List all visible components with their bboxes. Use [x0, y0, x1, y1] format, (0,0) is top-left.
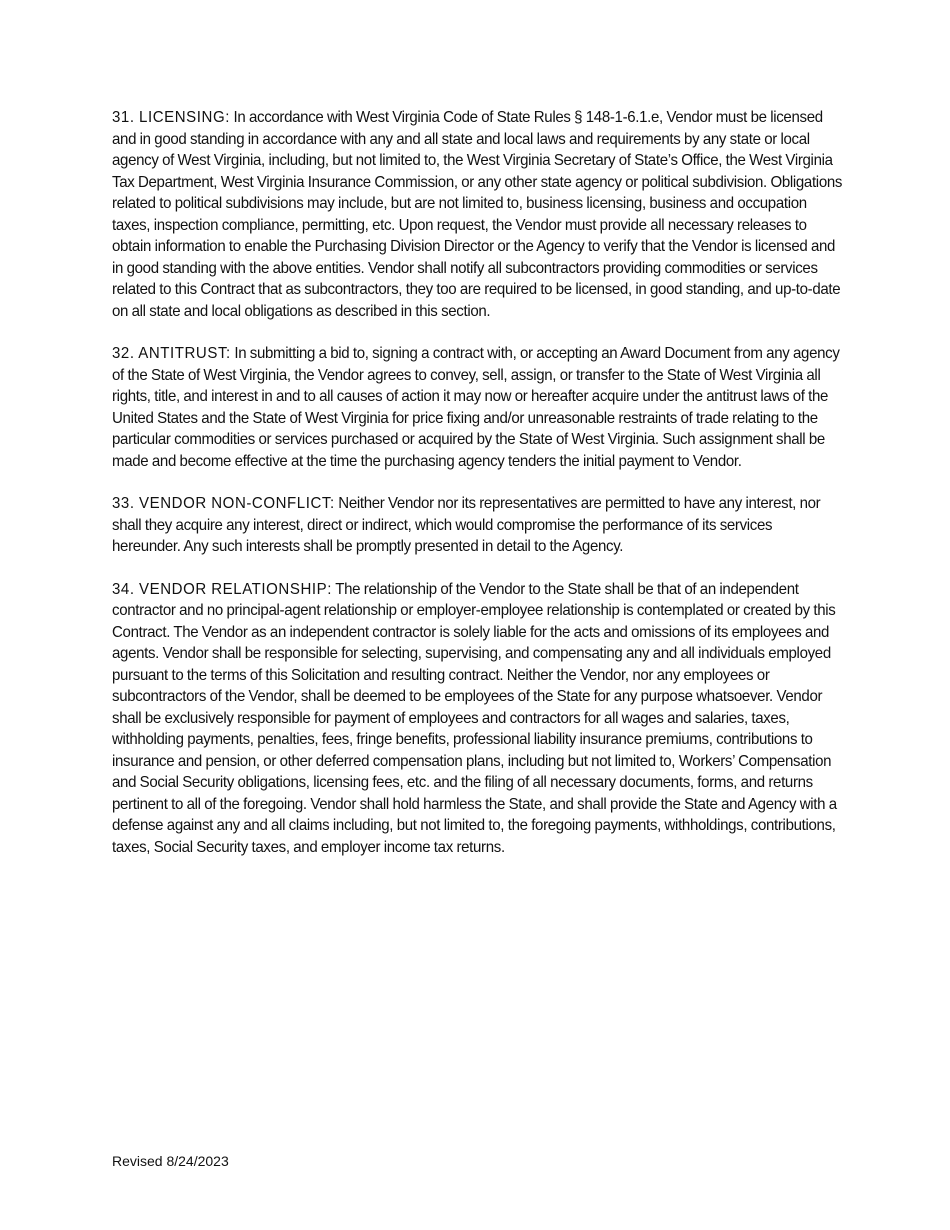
section-vendor-non-conflict [112, 493, 842, 558]
revision-date-footer: Revised 8/24/2023 [112, 1153, 229, 1169]
section-antitrust [112, 343, 842, 472]
document-body [112, 107, 842, 879]
section-heading: 34. VENDOR RELATIONSHIP: [112, 580, 332, 598]
section-text: The relationship of the Vendor to the State shall be that of an independent contractor and no principal-agent relationship or employer-employee relationship is contemplated or created by this Contract. The Vendor as an independent contractor is solely liable for the acts and omissions of its employees and agents. Vendor shall be responsible for selecting, supervising, and compensating any and all individuals employed pursuant to the terms of this Solicitation and resulting contract. Neither the Vendor, nor any employees or subcontractors of the Vendor, shall be deemed to be employees of the State for any purpose whatsoever. Vendor shall be exclusively responsible for payment of employees and contractors for all wages and salaries, taxes, withholding payments, penalties, fees, fringe benefits, professional liability insurance premiums, contributions to insurance and pension, or other deferred compensation plans, including but not limited to, Workers’ Compensation and Social Security obligations, licensing fees, etc. and the filing of all necessary documents, forms, and returns pertinent to all of the foregoing. Vendor shall hold harmless the State, and shall provide the State and Agency with a defense against any and all claims including, but not limited to, the foregoing payments, withholdings, contributions, taxes, Social Security taxes, and employer income tax returns. [112, 580, 837, 856]
section-heading: 32. ANTITRUST: [112, 345, 231, 362]
section-heading: 31. LICENSING: [112, 109, 230, 126]
section-text: In accordance with West Virginia Code of State Rules § 148-1-6.1.e, Vendor must be licensed and in good standing in accordance with any and all state and local laws and requirements by any state or local agency of West Virginia, including, but not limited to, the West Virginia Secretary of State’s Office, the West Virginia Tax Department, West Virginia Insurance Commission, or any other state agency or political subdivision. Obligations related to political subdivisions may include, but are not limited to, business licensing, business and occupation taxes, inspection compliance, permitting, etc. Upon request, the Vendor must provide all necessary releases to obtain information to enable the Purchasing Division Director or the Agency to verify that the Vendor is licensed and in good standing with the above entities. Vendor shall notify all subcontractors providing commodities or services related to this Contract that as subcontractors, they too are required to be licensed, in good standing, and up-to-date on all state and local obligations as described in this section. [112, 109, 843, 320]
section-licensing [112, 107, 842, 322]
section-heading: 33. VENDOR NON-CONFLICT: [112, 495, 335, 512]
section-vendor-relationship [112, 579, 842, 859]
section-text: In submitting a bid to, signing a contract with, or accepting an Award Document from any agency of the State of West Virginia, the Vendor agrees to convey, sell, assign, or transfer to the State of West Virginia all rights, title, and interest in and to all causes of action it may now or hereafter acquire under the antitrust laws of the United States and the State of West Virginia for price fixing and/or unreasonable restraints of trade relating to the particular commodities or services purchased or acquired by the State of West Virginia. Such assignment shall be made and become effective at the time the purchasing agency tenders the initial payment to Vendor. [112, 345, 840, 470]
section-text: Neither Vendor nor its representatives are permitted to have any interest, nor shall they acquire any interest, direct or indirect, which would compromise the performance of its services hereunder. Any such interests shall be promptly presented in detail to the Agency. [112, 495, 821, 555]
